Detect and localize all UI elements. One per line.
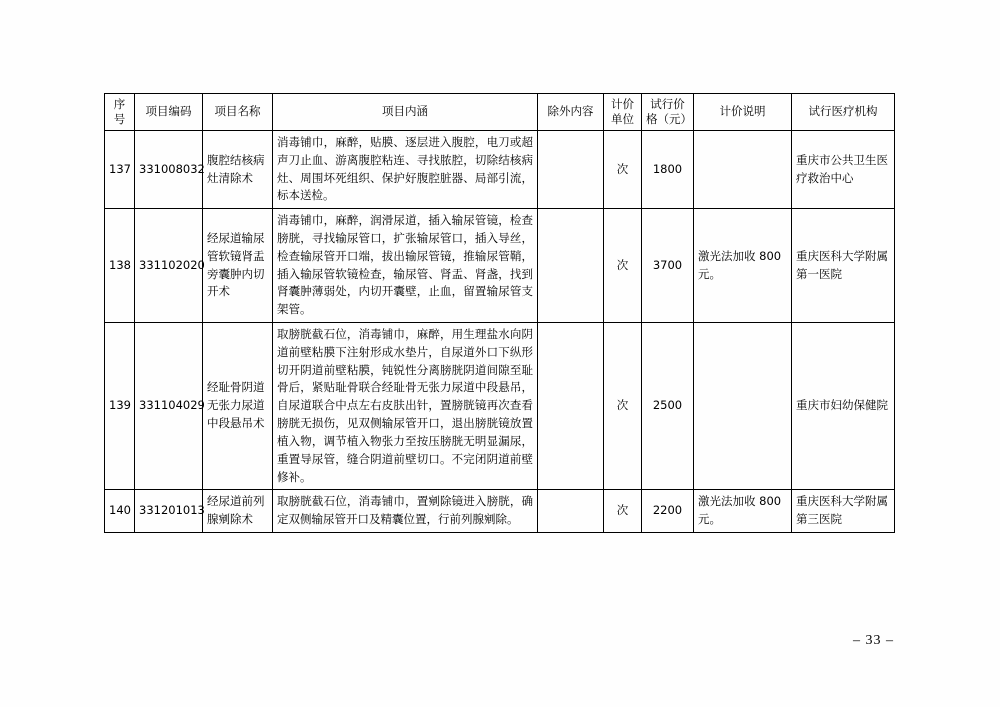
cell-org: 重庆医科大学附属第三医院 bbox=[792, 490, 895, 533]
cell-seq: 138 bbox=[105, 209, 135, 323]
cell-seq: 140 bbox=[105, 490, 135, 533]
cell-org: 重庆市公共卫生医疗救治中心 bbox=[792, 130, 895, 208]
cell-exclude bbox=[538, 323, 604, 490]
table-header-row bbox=[105, 94, 895, 131]
cell-name: 经尿道前列腺剜除术 bbox=[203, 490, 273, 533]
table-row bbox=[105, 490, 895, 533]
cell-unit: 次 bbox=[604, 130, 642, 208]
column-header-org: 试行医疗机构 bbox=[792, 94, 895, 131]
table-header bbox=[105, 94, 895, 131]
cell-content: 取膀胱截石位，消毒铺巾，置剜除镜进入膀胱，确定双侧输尿管开口及精囊位置，行前列腺剜除。 bbox=[273, 490, 538, 533]
cell-unit: 次 bbox=[604, 323, 642, 490]
cell-unit: 次 bbox=[604, 490, 642, 533]
column-header-seq-line2: 号 bbox=[113, 111, 126, 126]
cell-code: 331104029 bbox=[135, 323, 203, 490]
cell-name: 腹腔结核病灶清除术 bbox=[203, 130, 273, 208]
cell-org: 重庆医科大学附属第一医院 bbox=[792, 209, 895, 323]
cell-code: 331008032 bbox=[135, 130, 203, 208]
cell-price: 2500 bbox=[642, 323, 694, 490]
cell-note: 激光法加收 800 元。 bbox=[694, 490, 792, 533]
cell-price: 1800 bbox=[642, 130, 694, 208]
column-header-price-line2: 格（元） bbox=[646, 111, 692, 126]
page-number: – 33 – bbox=[853, 633, 894, 648]
table-row bbox=[105, 130, 895, 208]
cell-content: 取膀胱截石位，消毒铺巾，麻醉，用生理盐水向阴道前壁粘膜下注射形成水垫片，自尿道外口下纵形切开阴道前壁粘膜，钝锐性分离膀胱阴道间隙至耻骨后，紧贴耻骨联合经耻骨无张力尿道中段悬吊，自尿道联合中点左右皮肤出针，置膀胱镜再次查看膀胱无损伤，见双侧输尿管开口，退出膀胱镜放置植入物，调节植入物张力至按压膀胱无明显漏尿，重置导尿管，缝合阴道前壁切口。不完闭阴道前壁修补。 bbox=[273, 323, 538, 490]
cell-code: 331102020 bbox=[135, 209, 203, 323]
cell-note bbox=[694, 323, 792, 490]
cell-price: 3700 bbox=[642, 209, 694, 323]
column-header-content: 项目内涵 bbox=[273, 94, 538, 131]
cell-exclude bbox=[538, 209, 604, 323]
column-header-seq bbox=[105, 94, 135, 131]
cell-exclude bbox=[538, 130, 604, 208]
column-header-code: 项目编码 bbox=[135, 94, 203, 131]
cell-name: 经耻骨阴道无张力尿道中段悬吊术 bbox=[203, 323, 273, 490]
cell-org: 重庆市妇幼保健院 bbox=[792, 323, 895, 490]
cell-price: 2200 bbox=[642, 490, 694, 533]
column-header-unit bbox=[604, 94, 642, 131]
column-header-seq-line1: 序 bbox=[113, 97, 126, 111]
cell-note bbox=[694, 130, 792, 208]
column-header-price bbox=[642, 94, 694, 131]
cell-exclude bbox=[538, 490, 604, 533]
column-header-note: 计价说明 bbox=[694, 94, 792, 131]
cell-seq: 139 bbox=[105, 323, 135, 490]
cell-note: 激光法加收 800 元。 bbox=[694, 209, 792, 323]
table-row bbox=[105, 323, 895, 490]
table-body bbox=[105, 130, 895, 532]
cell-unit: 次 bbox=[604, 209, 642, 323]
cell-code: 331201013 bbox=[135, 490, 203, 533]
table-row bbox=[105, 209, 895, 323]
medical-service-price-table bbox=[104, 93, 895, 533]
column-header-unit-line2: 单位 bbox=[611, 111, 634, 126]
column-header-price-line1: 试行价 bbox=[650, 97, 685, 111]
cell-content: 消毒铺巾，麻醉，贴膜、逐层进入腹腔，电刀或超声刀止血、游离腹腔粘连、寻找脓腔，切除结核病灶、周围坏死组织、保护好腹腔脏器、局部引流，标本送检。 bbox=[273, 130, 538, 208]
column-header-name: 项目名称 bbox=[203, 94, 273, 131]
cell-content: 消毒铺巾，麻醉，润滑尿道，插入输尿管镜，检查膀胱，寻找输尿管口，扩张输尿管口，插入导丝，检查输尿管开口端，拔出输尿管镜，推输尿管鞘，插入输尿管软镜检查，输尿管、肾盂、肾盏，找到肾囊肿薄弱处，内切开囊壁，止血，留置输尿管支架管。 bbox=[273, 209, 538, 323]
cell-name: 经尿道输尿管软镜肾盂旁囊肿内切开术 bbox=[203, 209, 273, 323]
column-header-exclude: 除外内容 bbox=[538, 94, 604, 131]
price-table-container bbox=[104, 93, 894, 533]
column-header-unit-line1: 计价 bbox=[611, 97, 634, 111]
cell-seq: 137 bbox=[105, 130, 135, 208]
